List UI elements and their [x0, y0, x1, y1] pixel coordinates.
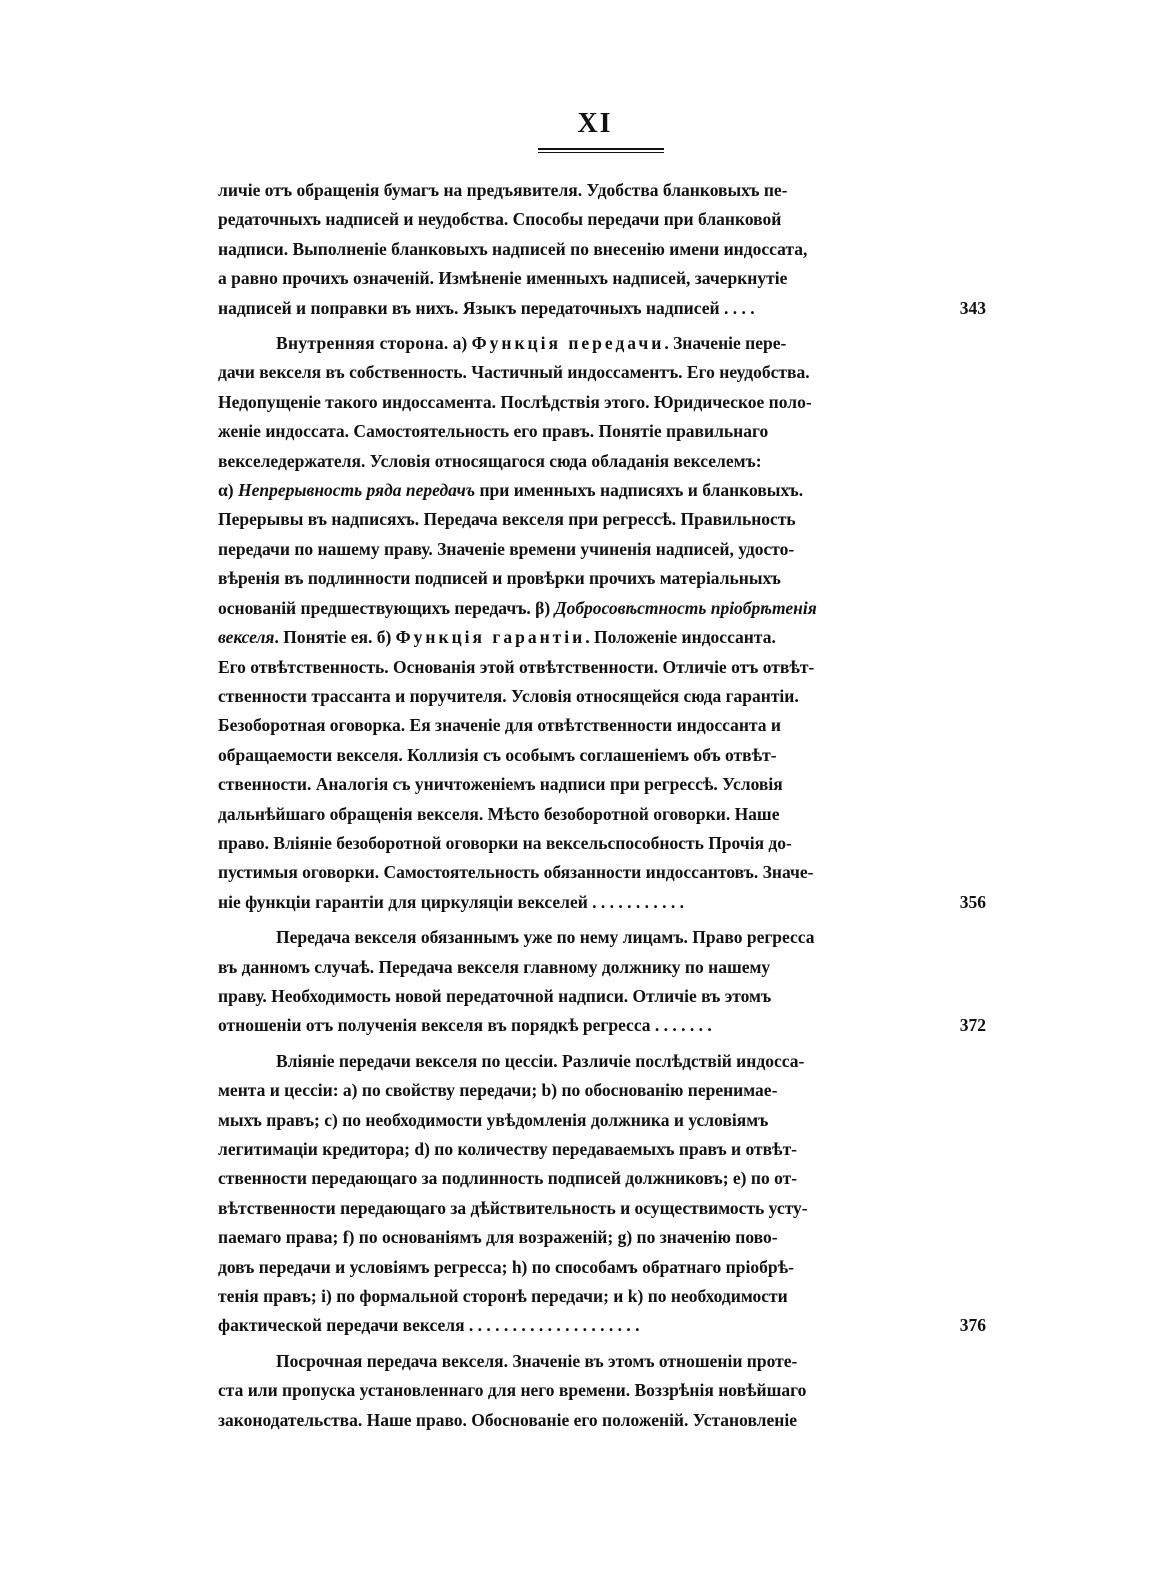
text-line: мента и цессіи: а) по свойству передачи; b) по обоснованію перенимае- — [218, 1080, 778, 1101]
text-line: дальнѣйшаго обращенія векселя. Мѣсто безоборотной оговорки. Наше — [218, 803, 780, 824]
text-fragment: . Понятіе ея. б) — [274, 627, 392, 648]
text-line: надписи. Выполненіе бланковыхъ надписей по внесенію имени индоссата, — [218, 238, 808, 259]
page-reference: 376 — [959, 1315, 986, 1336]
text-line: Безоборотная оговорка. Ея значеніе для отвѣтственности индоссанта и — [218, 715, 781, 736]
text-line: паемаго права; f) по основаніямъ для возраженій; g) по значенію пово- — [218, 1227, 778, 1248]
toc-entry — [218, 1047, 986, 1341]
text-fragment: α) — [218, 480, 234, 501]
text-line: дачи векселя въ собственность. Частичный индоссаментъ. Его неудобства. — [218, 362, 810, 383]
text-line: мыхъ правъ; c) по необходимости увѣдомленія должника и условіямъ — [218, 1109, 769, 1130]
page-reference: 372 — [959, 1015, 986, 1036]
text-line: личіе отъ обращенія бумагъ на предъявителя. Удобства бланковыхъ пе- — [218, 180, 788, 200]
text-line: Вліяніе передачи векселя по цессіи. Различіе послѣдствій индосса- — [276, 1050, 805, 1071]
toc-entry — [218, 923, 986, 1041]
text-line: обращаемости векселя. Коллизія съ особымъ соглашеніемъ объ отвѣт- — [218, 744, 777, 765]
text-line: тенія правъ; i) по формальной сторонѣ передачи; и k) по необходимости — [218, 1286, 788, 1307]
text-line: довъ передачи и условіямъ регресса; h) по способамъ обратнаго пріобрѣ- — [218, 1256, 794, 1277]
text-line — [218, 594, 956, 623]
text-line: право. Вліяніе безоборотной оговорки на вексельспособность Прочія до- — [218, 832, 792, 853]
page-number: XI — [577, 108, 613, 139]
text-fragment: основаній предшествующихъ передачъ. β) — [218, 597, 551, 618]
text-line: передачи по нашему праву. Значеніе времени учиненія надписей, удосто- — [218, 538, 795, 559]
italic-term: Непрерывность ряда передачъ — [237, 480, 476, 501]
text-line: пустимыя оговорки. Самостоятельность обязанности индоссантовъ. Значе- — [218, 862, 814, 883]
toc-entry — [218, 1347, 956, 1435]
text-line — [218, 476, 956, 505]
text-line: отношеніи отъ полученія векселя въ порядкѣ регресса . . . . . . . — [218, 1015, 712, 1036]
toc-entry — [218, 176, 986, 323]
text-line: ственности. Аналогія съ уничтоженіемъ надписи при регрессѣ. Условія — [218, 774, 783, 795]
text-line: вѣренія въ подлинности подписей и провѣрки прочихъ матеріальныхъ — [218, 568, 781, 589]
text-line: а равно прочихъ означеній. Измѣненіе именныхъ надписей, зачеркнутіе — [218, 268, 788, 289]
header-rule-thin — [538, 152, 664, 153]
text-fragment: . а) — [443, 333, 468, 354]
italic-term: Добросовѣстность пріобрѣтенія — [554, 597, 817, 618]
toc-entry — [218, 329, 986, 917]
text-fragment: . Положеніе индоссанта. — [585, 627, 776, 648]
table-of-contents — [218, 176, 986, 1435]
text-line: вѣтственности передающаго за дѣйствительность и осуществимость усту- — [218, 1197, 808, 1218]
text-line: ственности передающаго за подлинность подписей должниковъ; e) по от- — [218, 1168, 798, 1189]
page-reference: 356 — [959, 891, 986, 912]
spaced-heading: Функція гарантіи — [395, 627, 586, 648]
text-line: въ данномъ случаѣ. Передача векселя главному должнику по нашему — [218, 956, 771, 977]
text-line: Перерывы въ надписяхъ. Передача векселя при регрессѣ. Правильность — [218, 509, 796, 530]
text-line: легитимаціи кредитора; d) по количеству передаваемыхъ правъ и отвѣт- — [218, 1139, 797, 1159]
spaced-heading: Функція передачи — [471, 333, 665, 354]
text-line: ственности трассанта и поручителя. Условія относящейся сюда гарантіи. — [218, 685, 799, 706]
text-fragment: при именныхъ надписяхъ и бланковыхъ. — [479, 480, 804, 501]
text-line — [218, 329, 956, 358]
text-fragment: . Значеніе пере- — [664, 333, 787, 354]
text-line: ніе функціи гарантіи для циркуляціи векселей . . . . . . . . . . . — [218, 891, 685, 912]
section-heading: Внутренняя сторона — [276, 333, 444, 354]
page-reference: 343 — [959, 297, 986, 318]
text-line: законодательства. Наше право. Обоснованіе его положеній. Установленіе — [218, 1409, 797, 1430]
text-line: Его отвѣтственность. Основанія этой отвѣтственности. Отличіе отъ отвѣт- — [218, 656, 815, 677]
text-line: ста или пропуска установленнаго для него времени. Воззрѣнія новѣйшаго — [218, 1380, 807, 1401]
header-rule — [538, 148, 664, 150]
italic-term: векселя — [218, 627, 275, 648]
text-line: фактической передачи векселя . . . . . . . . . . . . . . . . . . . . — [218, 1315, 640, 1336]
text-line: праву. Необходимость новой передаточной надписи. Отличіе въ этомъ — [218, 985, 772, 1006]
text-line — [218, 623, 956, 652]
text-line: женіе индоссата. Самостоятельность его правъ. Понятіе правильнаго — [218, 421, 769, 442]
text-line: редаточныхъ надписей и неудобства. Способы передачи при бланковой — [218, 209, 782, 230]
text-line: Недопущеніе такого индоссамента. Послѣдствія этого. Юридическое поло- — [218, 391, 812, 412]
text-line: векселедержателя. Условія относящагося сюда обладанія векселемъ: — [218, 450, 762, 471]
text-line: Передача векселя обязаннымъ уже по нему лицамъ. Право регресса — [276, 927, 815, 948]
text-line: Посрочная передача векселя. Значеніе въ этомъ отношеніи проте- — [276, 1350, 798, 1371]
text-line: надписей и поправки въ нихъ. Языкъ передаточныхъ надписей . . . . — [218, 297, 755, 318]
